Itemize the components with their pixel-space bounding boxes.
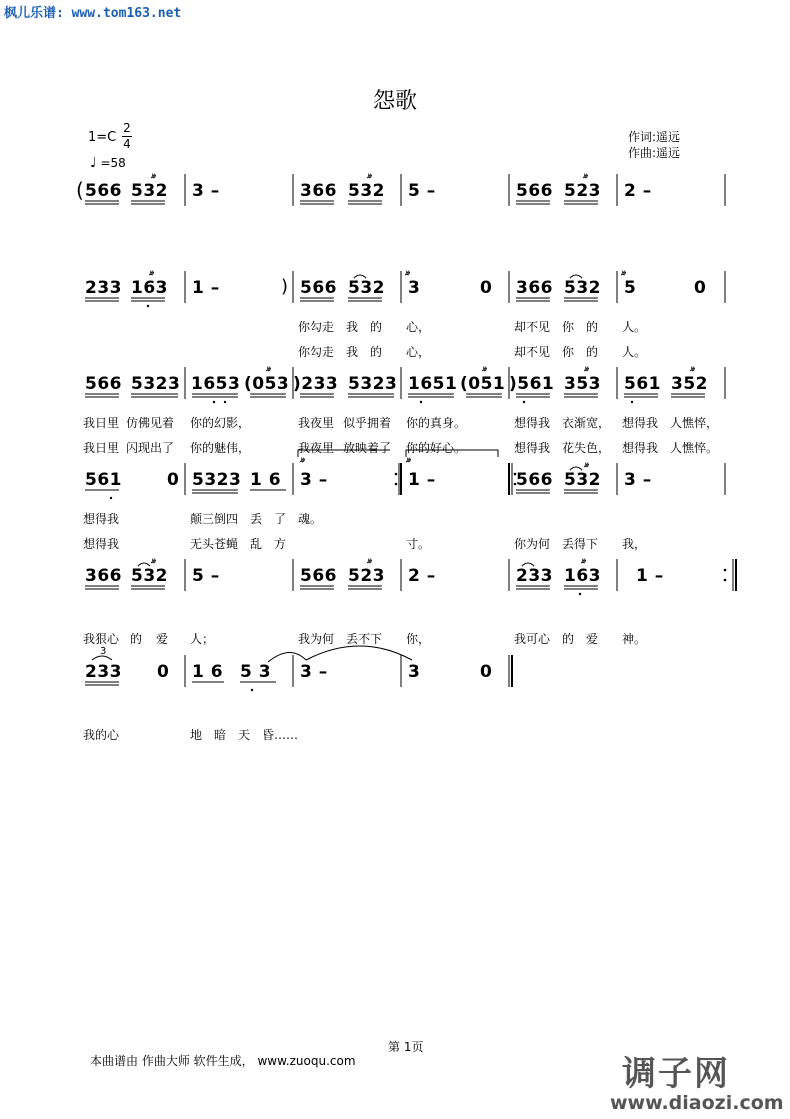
note-group: 1 6 [250, 470, 282, 490]
lyric: 你勾走 [298, 345, 335, 359]
note-group: 532 [131, 566, 168, 586]
lyric: 人。 [622, 320, 647, 334]
mordent-mark: 𝆔𝆔 [149, 268, 154, 278]
note-group: 532 [348, 181, 385, 201]
note-group: 0 [480, 662, 493, 682]
lyric: 你的幻影， [190, 416, 251, 430]
repeat-close-paren: ) [281, 276, 289, 297]
note-group: )561 [509, 374, 555, 394]
lyric: 你的真身。 [406, 416, 467, 430]
note-group: 1 6 [192, 662, 224, 682]
note-group: 1651 [408, 374, 458, 394]
note-group: 532 [564, 278, 601, 298]
lyric: 爱 [156, 632, 169, 646]
lyric: 想得我 [622, 441, 659, 455]
song-title: 怨歌 [372, 89, 417, 114]
lyric: 想得我 [514, 416, 551, 430]
lyric: 寸。 [406, 537, 431, 551]
note-group: 5323 [348, 374, 398, 394]
note-group: 3 – [300, 470, 328, 490]
lyric: 心， [406, 345, 431, 359]
key-signature: 1=C [88, 130, 117, 145]
lyric: 暗 [214, 728, 227, 742]
lyric: 却不见 [514, 345, 551, 359]
note-group: 5323 [192, 470, 242, 490]
lyric: 仿佛见着 [126, 416, 175, 430]
lyric: 你 [562, 345, 575, 359]
lyric: 人； [190, 632, 215, 646]
lyric: 丢不下 [346, 632, 383, 646]
note-group: 3 – [192, 181, 220, 201]
lyric: 心， [406, 320, 431, 334]
quarter-note-icon: ♩ [90, 155, 97, 171]
mordent-mark: 𝆔𝆔 [583, 171, 588, 181]
lyric: 我夜里 [298, 416, 335, 430]
mordent-mark: 𝆔𝆔 [151, 171, 156, 181]
note-group: 353 [564, 374, 601, 394]
note-group: 1 – [192, 278, 220, 298]
mordent-mark: 𝆔𝆔 [621, 268, 626, 278]
lyric: 你勾走 [298, 320, 335, 334]
note-group: 561 [85, 470, 122, 490]
lyric: 我夜里 [298, 441, 335, 455]
lyric: 的 [586, 345, 599, 359]
lyric: 颠三倒四 [190, 512, 239, 526]
mordent-mark: 𝆔𝆔 [300, 455, 305, 465]
lyric: 我为何 [298, 632, 335, 646]
lyric: 想得我 [83, 512, 120, 526]
note-group: 2 – [408, 566, 436, 586]
note-group: 5323 [131, 374, 181, 394]
lyric: 我 [346, 320, 359, 334]
note-group: 566 [300, 278, 337, 298]
lyric: 你的魅伟， [190, 441, 251, 455]
note-group: 566 [516, 181, 553, 201]
lyric: 我日里 [83, 441, 120, 455]
mordent-mark: 𝆔𝆔 [405, 268, 410, 278]
lyric: 方 [274, 537, 287, 551]
watermark-url: www.diaozi.com [610, 1092, 784, 1114]
note-group: 366 [85, 566, 122, 586]
mordent-mark: 𝆔𝆔 [266, 364, 271, 374]
lyric: 我狠心 [83, 632, 120, 646]
note-group: 523 [348, 566, 385, 586]
lyric: 想得我 [622, 416, 659, 430]
note-group: 566 [85, 374, 122, 394]
note-group: 233 [85, 662, 122, 682]
mordent-mark: 𝆔𝆔 [406, 455, 411, 465]
lyric: 乱 [250, 537, 263, 551]
note-group: 532 [564, 470, 601, 490]
note-group: 0 [167, 470, 180, 490]
lyric: 的 [586, 320, 599, 334]
lyric: 昏…… [262, 728, 299, 742]
note-group: 352 [671, 374, 708, 394]
lyric: 我可心 [514, 632, 551, 646]
note-group: 366 [516, 278, 553, 298]
note-group: 3 [408, 278, 421, 298]
lyric: 的 [130, 632, 143, 646]
lyric: 衣渐宽， [562, 416, 611, 430]
lyric: 人憔悴。 [670, 441, 719, 455]
lyric: 的 [370, 320, 383, 334]
triplet-mark: 3 [100, 646, 107, 657]
mordent-mark: 𝆔𝆔 [690, 364, 695, 374]
note-group: 5 – [192, 566, 220, 586]
note-group: 1 – [636, 566, 664, 586]
lyric: 地 [190, 728, 203, 742]
lyric: 你 [562, 320, 575, 334]
time-bottom: 4 [123, 137, 131, 151]
note-group: (051 [460, 374, 506, 394]
note-group: 523 [564, 181, 601, 201]
lyric: 我 [346, 345, 359, 359]
note-group: 5 [624, 278, 637, 298]
lyric: 了 [274, 512, 287, 526]
note-group: 566 [300, 566, 337, 586]
note-group: 366 [300, 181, 337, 201]
watermark-logo: 调子网 [622, 1054, 730, 1094]
note-group: 566 [85, 181, 122, 201]
lyric: 人。 [622, 345, 647, 359]
note-group: 5 – [408, 181, 436, 201]
lyric: 你为何 [514, 537, 551, 551]
note-group: 0 [480, 278, 493, 298]
note-group: (053 [244, 374, 290, 394]
page-number: 第 1页 [388, 1040, 424, 1054]
site-header: 枫儿乐谱: www.tom163.net [4, 6, 182, 21]
lyric: 丢 [250, 512, 263, 526]
lyric: 天 [238, 728, 251, 742]
mordent-mark: 𝆔𝆔 [367, 556, 372, 566]
mordent-mark: 𝆔𝆔 [367, 171, 372, 181]
note-group: 561 [624, 374, 661, 394]
lyric: 人憔悴， [670, 416, 719, 430]
lyric: 的 [562, 632, 575, 646]
composer-credit: 作曲:遥远 [628, 146, 681, 160]
lyric: 你的好心。 [406, 441, 467, 455]
lyric: 闪现出了 [126, 441, 175, 455]
lyric: 神。 [622, 632, 647, 646]
lyric: 我的心 [83, 728, 120, 742]
lyric: 花失色， [562, 441, 611, 455]
lyric: 魂。 [298, 512, 323, 526]
lyric: 无头苍蝇 [190, 537, 239, 551]
lyricist-credit: 作词:遥远 [628, 130, 681, 144]
mordent-mark: 𝆔𝆔 [584, 460, 589, 470]
note-group: 532 [348, 278, 385, 298]
lyric: 放映着了 [343, 441, 392, 455]
lyric: 却不见 [514, 320, 551, 334]
note-group: 0 [157, 662, 170, 682]
mordent-mark: 𝆔𝆔 [584, 364, 589, 374]
lyric: 似乎拥着 [343, 416, 392, 430]
tempo-value: =58 [100, 156, 126, 170]
lyric: 想得我 [83, 537, 120, 551]
note-group: 1 – [408, 470, 436, 490]
note-group: 5 3 [240, 662, 272, 682]
time-top: 2 [123, 121, 131, 135]
lyric: 丢得下 [562, 537, 599, 551]
note-group: 1653 [191, 374, 241, 394]
note-group: )233 [293, 374, 339, 394]
note-group: 532 [131, 181, 168, 201]
lyric: 我， [622, 537, 647, 551]
generator-credit: 本曲谱由 作曲大师 软件生成， www.zuoqu.com [90, 1054, 356, 1068]
note-group: 2 – [624, 181, 652, 201]
note-group: 233 [85, 278, 122, 298]
note-group: 233 [516, 566, 553, 586]
note-group: 163 [564, 566, 601, 586]
note-group: 3 – [300, 662, 328, 682]
note-group: 3 [408, 662, 421, 682]
note-group: 0 [694, 278, 707, 298]
mordent-mark: 𝆔𝆔 [482, 364, 487, 374]
note-group: 566 [516, 470, 553, 490]
lyric: 的 [370, 345, 383, 359]
lyric: 我日里 [83, 416, 120, 430]
note-group: 163 [131, 278, 168, 298]
mordent-mark: 𝆔𝆔 [581, 556, 586, 566]
lyric: 你， [406, 632, 431, 646]
lyric: 想得我 [514, 441, 551, 455]
note-group: 3 – [624, 470, 652, 490]
lyric: 爱 [586, 632, 599, 646]
repeat-open-paren: ( [76, 178, 84, 202]
mordent-mark: 𝆔𝆔 [151, 556, 156, 566]
